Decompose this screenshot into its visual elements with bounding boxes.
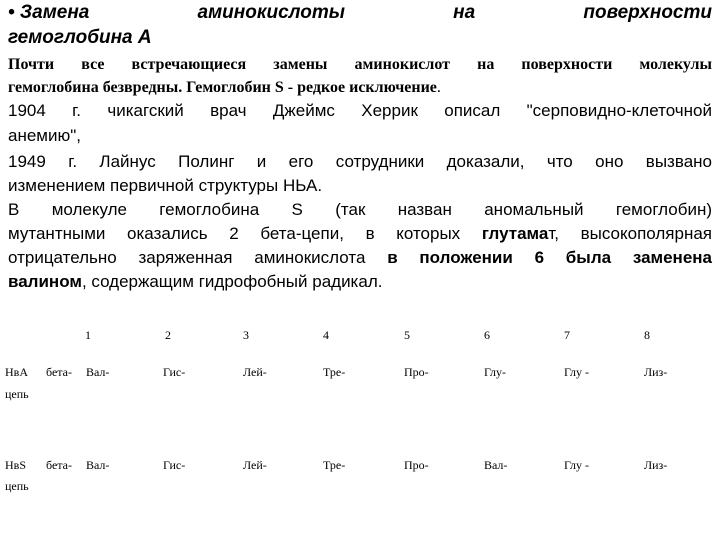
highlight-position: в положении 6 была заменена	[387, 248, 713, 267]
body-line: 1949 г. Лайнус Полинг и его сотрудники доказали, что оно вызвано	[8, 152, 712, 171]
residue-cell: Лей-	[243, 458, 267, 472]
chain-label-2: цепь	[5, 479, 29, 493]
residue-cell: Лиз-	[644, 458, 668, 472]
row-label-hba: HвA	[5, 365, 28, 379]
body-line: 1904 г. чикагский врач Джеймс Херрик описал "серповидно-клеточной	[8, 101, 712, 120]
body-line	[8, 247, 712, 269]
intro-line-2	[8, 79, 712, 97]
title-word: аминокислоты	[197, 2, 345, 23]
position-header: 6	[484, 328, 490, 342]
chain-label: бета-	[46, 365, 72, 379]
residue-cell: Вал-	[86, 365, 110, 379]
slide-title-line2: гемоглобина А	[8, 27, 152, 48]
position-header: 2	[165, 328, 171, 342]
residue-cell: Глу-	[484, 365, 507, 379]
body-text: т, высокополярная	[548, 224, 712, 243]
residue-cell: Глу -	[564, 458, 590, 472]
residue-cell-mutated: Вал-	[484, 458, 508, 472]
intro-line-2-bold: гемоглобина безвредны. Гемоглобин S - редкое исключение	[8, 79, 437, 96]
chain-label: бета-	[46, 458, 72, 472]
title-word: поверхности	[583, 2, 712, 23]
body-line	[8, 271, 712, 293]
residue-cell: Глу -	[564, 365, 590, 379]
body-text: мутантными оказались 2 бета-цепи, в которых	[8, 224, 482, 243]
residue-cell: Лей-	[243, 365, 267, 379]
position-header: 7	[564, 328, 570, 342]
residue-cell: Гис-	[163, 365, 186, 379]
intro-line-2-tail: .	[436, 79, 441, 96]
residue-cell: Лиз-	[644, 365, 668, 379]
residue-cell: Тре-	[323, 458, 346, 472]
position-header: 3	[243, 328, 249, 342]
position-header: 4	[323, 328, 329, 342]
position-header: 8	[644, 328, 650, 342]
body-text: отрицательно заряженная аминокислота	[8, 248, 388, 267]
body-text: , содержащим гидрофобный радикал.	[81, 272, 383, 291]
residue-cell: Гис-	[163, 458, 186, 472]
intro-line-1: Почти все встречающиеся замены аминокислот на поверхности молекулы	[8, 56, 712, 73]
title-word: на	[453, 2, 476, 23]
body-line: анемию",	[8, 126, 81, 145]
chain-label-2: цепь	[5, 387, 29, 401]
body-line: В молекуле гемоглобина S (так назван аномальный гемоглобин)	[8, 200, 712, 219]
residue-cell: Вал-	[86, 458, 110, 472]
position-header: 5	[404, 328, 410, 342]
title-word: • Замена	[8, 2, 90, 23]
highlight-valine: валином	[8, 272, 82, 291]
residue-cell: Про-	[404, 365, 429, 379]
row-label-hbs: HвS	[5, 458, 27, 472]
body-line: изменением первичной структуры НЬА.	[8, 176, 323, 195]
residue-cell: Про-	[404, 458, 429, 472]
highlight-glutamate: глутама	[481, 224, 549, 243]
position-header: 1	[85, 328, 91, 342]
body-line	[8, 223, 712, 245]
residue-cell: Тре-	[323, 365, 346, 379]
slide-title-line1	[8, 2, 712, 24]
